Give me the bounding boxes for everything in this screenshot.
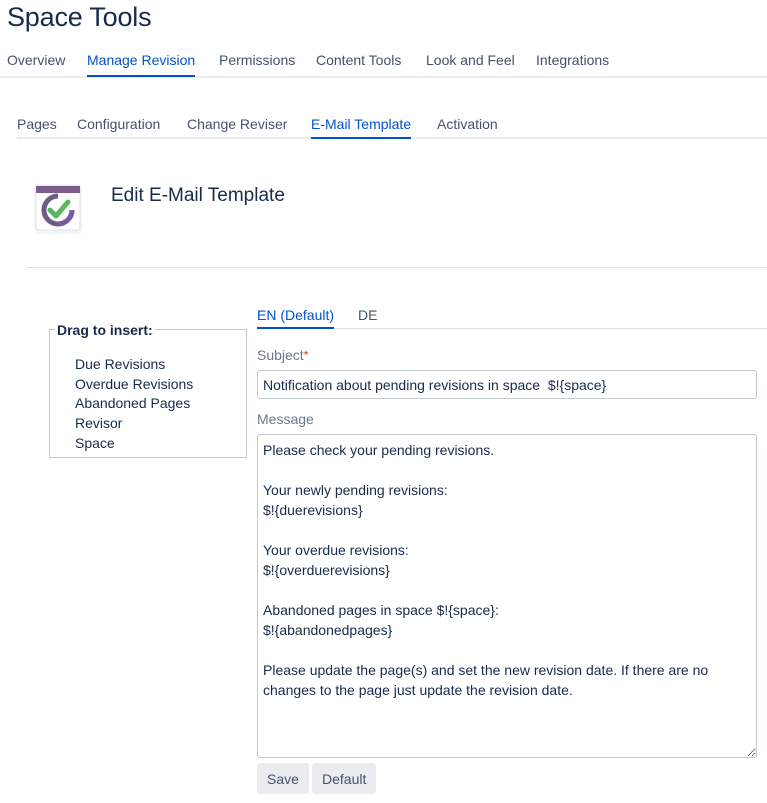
required-indicator: * [303, 348, 309, 362]
subtab-pages[interactable]: Pages [17, 116, 57, 132]
tab-overview[interactable]: Overview [7, 52, 66, 68]
language-tabs [257, 303, 767, 329]
palette-item-space[interactable]: Space [75, 434, 115, 451]
lang-tab-de[interactable]: DE [358, 307, 378, 323]
revision-app-icon [34, 184, 82, 234]
subject-input[interactable] [257, 370, 757, 399]
tab-integrations[interactable]: Integrations [536, 52, 610, 68]
palette-item-overdue-revisions[interactable]: Overdue Revisions [75, 375, 194, 392]
drag-insert-palette [49, 322, 247, 458]
save-button[interactable]: Save [257, 763, 309, 794]
edit-template-heading: Edit E-Mail Template [111, 185, 285, 206]
subtab-change-reviser[interactable]: Change Reviser [187, 116, 288, 132]
tab-manage-revision[interactable]: Manage Revision [87, 48, 195, 72]
default-button[interactable]: Default [312, 763, 376, 794]
tab-permissions[interactable]: Permissions [219, 52, 296, 68]
main-tabs [0, 48, 767, 78]
page-title: Space Tools [7, 2, 152, 32]
tab-look-and-feel[interactable]: Look and Feel [426, 52, 515, 68]
palette-item-abandoned-pages[interactable]: Abandoned Pages [75, 395, 191, 412]
message-textarea[interactable] [257, 434, 757, 758]
section-divider [27, 267, 767, 268]
subtab-configuration[interactable]: Configuration [77, 116, 161, 132]
palette-item-revisor[interactable]: Revisor [75, 415, 123, 432]
lang-tab-en[interactable]: EN (Default) [257, 303, 334, 327]
subtab-activation[interactable]: Activation [437, 116, 498, 132]
palette-item-due-revisions[interactable]: Due Revisions [75, 356, 166, 372]
palette-legend: Drag to insert: [57, 322, 153, 338]
sub-tabs [17, 112, 767, 139]
tab-content-tools[interactable]: Content Tools [316, 52, 402, 68]
subtab-email-template[interactable]: E-Mail Template [311, 112, 411, 136]
subject-label: Subject* [257, 347, 309, 363]
message-label: Message [257, 411, 314, 427]
